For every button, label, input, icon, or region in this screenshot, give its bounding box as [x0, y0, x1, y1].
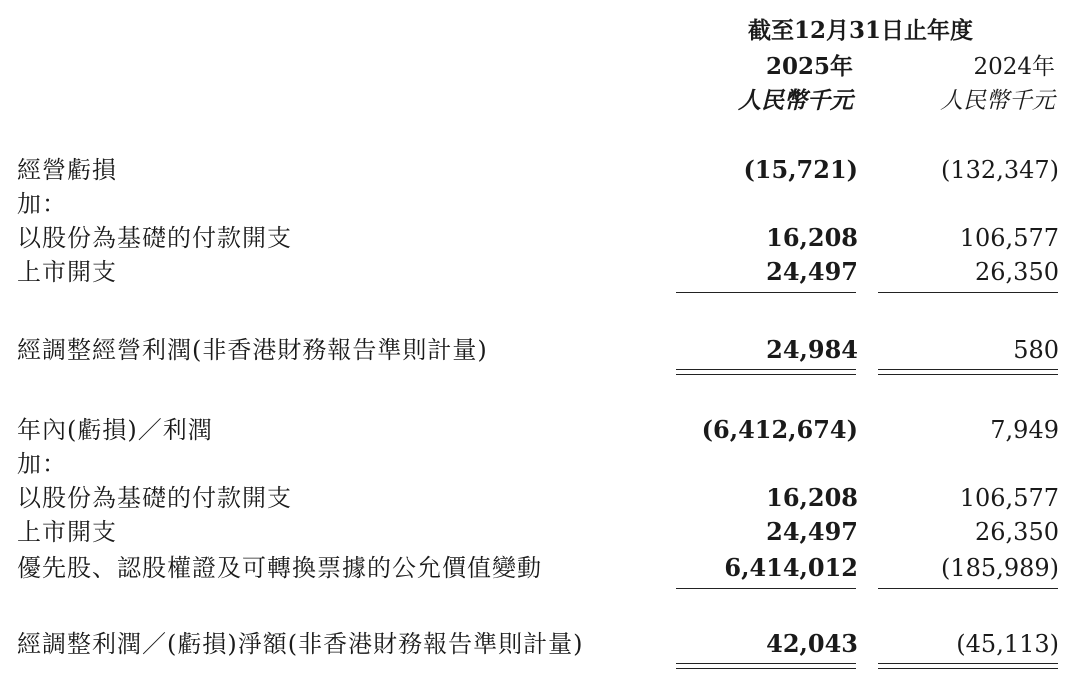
column-header-period: 截至12月31日止年度	[748, 17, 974, 44]
value-2024: 580	[1013, 336, 1059, 364]
total-rule-lower	[676, 668, 856, 669]
total-rule-upper	[878, 663, 1058, 664]
value-2025: 24,984	[766, 335, 858, 364]
subtotal-rule	[676, 292, 856, 293]
value-2024: 26,350	[975, 258, 1059, 286]
table-row	[0, 481, 1080, 515]
table-row	[0, 413, 1080, 447]
value-2024: (132,347)	[941, 156, 1059, 184]
total-rule-upper	[878, 369, 1058, 370]
value-2025: 24,497	[766, 517, 858, 546]
table-row	[0, 153, 1080, 187]
row-label: 加：	[17, 190, 67, 218]
total-rule-lower	[676, 374, 856, 375]
table-row	[0, 333, 1080, 367]
column-header-currency-2025: 人民幣千元	[738, 87, 853, 114]
total-rule-lower	[878, 374, 1058, 375]
row-label: 經營虧損	[17, 156, 117, 184]
table-row	[0, 551, 1080, 585]
subtotal-rule	[878, 292, 1058, 293]
value-2025: (15,721)	[743, 155, 858, 184]
total-rule-upper	[676, 663, 856, 664]
value-2024: 106,577	[959, 484, 1059, 512]
table-row	[0, 515, 1080, 549]
subtotal-rule	[676, 588, 856, 589]
row-label: 上市開支	[17, 518, 117, 546]
table-row	[0, 447, 1080, 481]
row-label: 經調整利潤／(虧損)淨額(非香港財務報告準則計量)	[17, 630, 584, 658]
row-label: 優先股、認股權證及可轉換票據的公允價值變動	[17, 554, 542, 582]
column-header-year-2025: 2025年	[765, 53, 853, 80]
row-label: 年內(虧損)／利潤	[17, 416, 213, 444]
value-2025: 24,497	[766, 257, 858, 286]
table-row	[0, 221, 1080, 255]
value-2025: 6,414,012	[724, 553, 858, 582]
value-2024: (185,989)	[941, 554, 1059, 582]
table-row	[0, 255, 1080, 289]
table-row	[0, 627, 1080, 661]
value-2024: 7,949	[990, 416, 1059, 444]
table-row	[0, 187, 1080, 221]
value-2024: (45,113)	[956, 630, 1059, 658]
row-label: 上市開支	[17, 258, 117, 286]
value-2024: 106,577	[959, 224, 1059, 252]
row-label: 經調整經營利潤(非香港財務報告準則計量)	[17, 336, 488, 364]
value-2025: 16,208	[766, 483, 858, 512]
column-header-year-2024: 2024年	[973, 54, 1055, 80]
row-label: 以股份為基礎的付款開支	[17, 484, 292, 512]
total-rule-upper	[676, 369, 856, 370]
value-2025: (6,412,674)	[701, 415, 858, 444]
column-header-currency-2024: 人民幣千元	[940, 88, 1055, 114]
row-label: 加：	[17, 450, 67, 478]
total-rule-lower	[878, 668, 1058, 669]
row-label: 以股份為基礎的付款開支	[17, 224, 292, 252]
subtotal-rule	[878, 588, 1058, 589]
value-2024: 26,350	[975, 518, 1059, 546]
value-2025: 16,208	[766, 223, 858, 252]
value-2025: 42,043	[766, 629, 858, 658]
